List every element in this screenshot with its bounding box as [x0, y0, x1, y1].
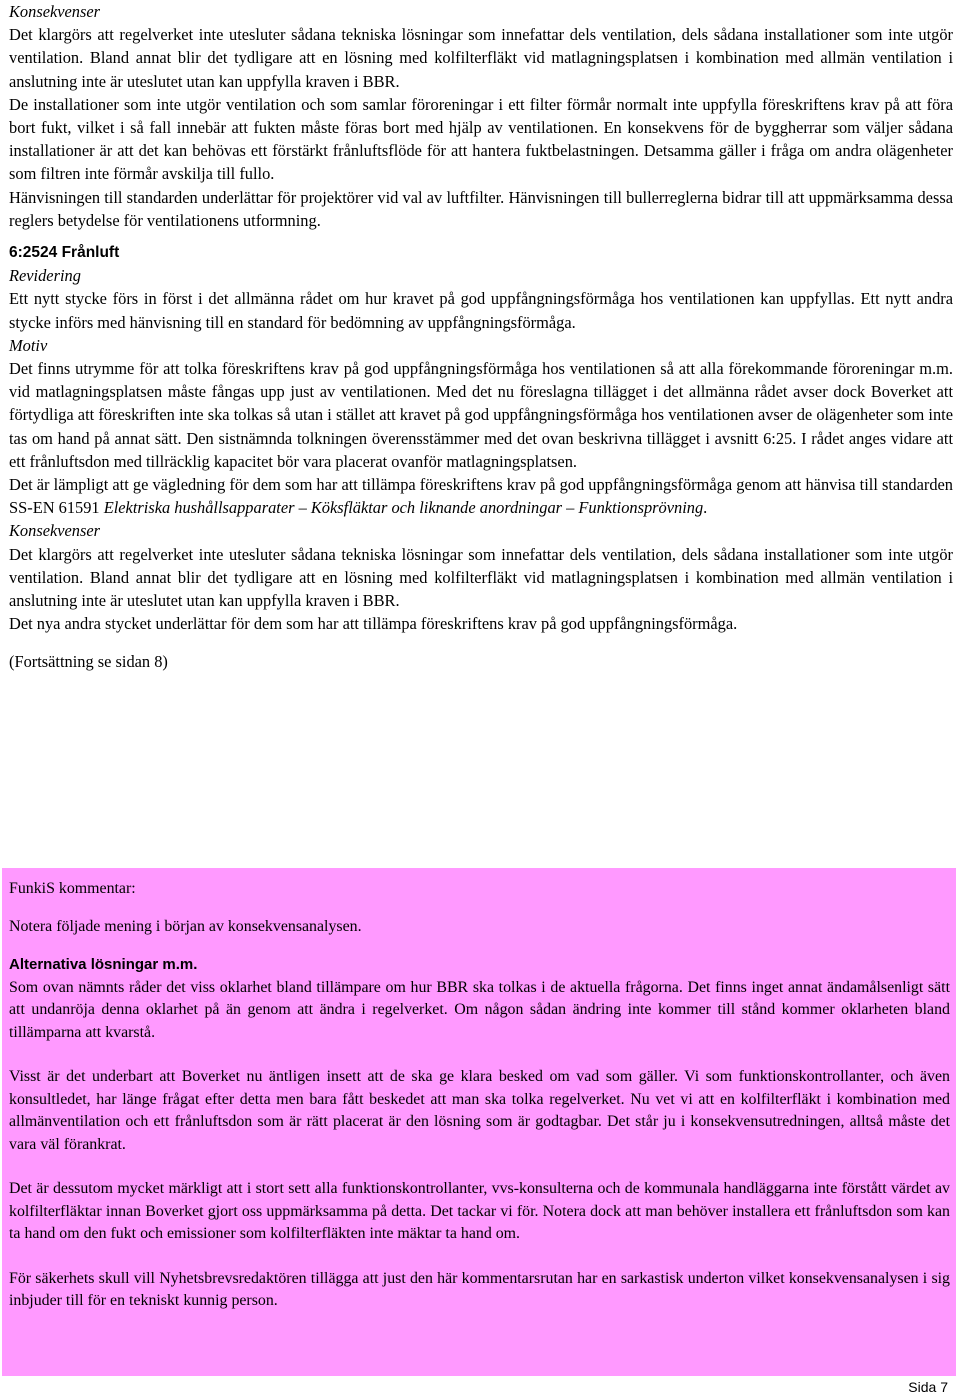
- page-number: Sida 7: [908, 1379, 948, 1395]
- konsekvenser-heading-2: Konsekvenser: [9, 521, 101, 541]
- funkis-comment-box: [2, 868, 956, 1376]
- continuation-note: (Fortsättning se sidan 8): [9, 652, 168, 672]
- document-body: [9, 0, 953, 674]
- comment-heading: Alternativa lösningar m.m.: [9, 956, 198, 973]
- comment-note: Notera följade mening i början av konsekvensanalysen.: [9, 917, 362, 935]
- motiv-p2-end: .: [703, 498, 708, 518]
- revidering-paragraph: Ett nytt stycke förs in först i det allmänna rådet om hur kravet på god uppfångningsförmåga hos ventilationen kan uppfyllas. Ett nytt andra stycke införs med hänvisning till en standard för bedömning av uppfångningsförmåga.: [9, 289, 953, 332]
- motiv-paragraph-2: [9, 473, 953, 519]
- konsekvenser-2-paragraph-2: Det nya andra stycket underlättar för dem som har att tillämpa föreskriftens krav på god uppfångningsförmåga.: [9, 614, 738, 634]
- motiv-paragraph-1: Det finns utrymme för att tolka föreskriftens krav på god uppfångningsförmåga hos ventilationen så att alla förekommande föroreningar m.m. vid matlagningsplatsen måste fångas upp just av ventilationen. Med det nu föreslagna tillägget i det allmänna rådet avser dock Boverket att förtydliga att föreskriften inte ska tolkas så utan i stället att kravet på god uppfångningsförmåga hos ventilationen avser de olägenheter som inte tas om hand på annat sätt. Den sistnämnda tolkningen överensstämmer med det ovan beskrivna tillägget i avsnitt 6:25. I rådet anges vidare att ett frånluftsdon med tillräcklig kapacitet bör vara placerat ovanför matlagningsplatsen.: [9, 359, 953, 471]
- konsekvenser-1-paragraph-3: Hänvisningen till standarden underlättar för projektörer vid val av luftfilter. Hänvisningen till bullerreglerna bidrar till att uppmärksamma dessa reglers betydelse för ventilationens utformning.: [9, 187, 953, 230]
- section-title: 6:2524 Frånluft: [9, 244, 120, 262]
- konsekvenser-1-paragraph-2: De installationer som inte utgör ventilation och som samlar föroreningar i ett filter förmår normalt inte uppfylla föreskriftens krav på att föra bort fukt, vilket i så fall innebär att fukten måste föras bort med hjälp av ventilationen. En konsekvens för de byggherrar som väljer sådana installationer är att det kan behövas ett förstärkt frånluftsflöde för att hantera fuktbelastningen. Detsamma gäller i fråga om andra olägenheter som filtren inte förmår avskilja till fullo.: [9, 94, 953, 184]
- revidering-heading: Revidering: [9, 266, 81, 286]
- konsekvenser-1-paragraph-1: Det klargörs att regelverket inte utesluter sådana tekniska lösningar som innefattar dels ventilation, dels sådana installationer som inte utgör ventilation. Bland annat blir det tydligare att en lösning med kolfilterfläkt vid matlagningsplatsen i kombination med allmän ventilation i anslutning inte är uteslutet utan kan uppfylla kraven i BBR.: [9, 25, 953, 91]
- comment-paragraph-2: Visst är det underbart att Boverket nu äntligen insett att de ska ge klara besked om vad som gäller. Vi som funktionskontrollanter, och även konsultledet, har länge frågat efter detta men bara fått beskedet att man ska tolka regelverket. Nu vet vi att en kolfilterfläkt i kombination med allmänventilation och ett frånluftsdon som är rätt placerat är den lösning som är godtagbar. Det står ju i konsekvensutredningen, alltså måste det vara väl förankrat.: [9, 1068, 950, 1153]
- motiv-heading: Motiv: [9, 335, 48, 355]
- konsekvenser-heading-1: Konsekvenser: [9, 2, 101, 21]
- konsekvenser-2-paragraph-1: Det klargörs att regelverket inte utesluter sådana tekniska lösningar som innefattar dels ventilation, dels sådana installationer som inte utgör ventilation. Bland annat blir det tydligare att en lösning med kolfilterfläkt vid matlagningsplatsen i kombination med allmän ventilation i anslutning inte är uteslutet utan kan uppfylla kraven i BBR.: [9, 544, 953, 611]
- motiv-p2-text: Det är lämpligt att ge vägledning för dem som har att tillämpa föreskriftens krav på god uppfångningsförmåga genom att hänvisa till standarden SS-EN 61591: [9, 475, 953, 518]
- comment-paragraph-3: Det är dessutom mycket märkligt att i stort sett alla funktionskontrollanter, vvs-konsulterna och de kommunala handläggarna inte förstått värdet av kolfilterfläktar innan Boverket gjort oss uppmärksamma på detta. Det tackar vi för. Notera dock att man behöver installera ett frånluftsdon som kan ta hand om den fukt och emissioner som kolfilterfläkten inte mäktar ta hand om.: [9, 1180, 950, 1242]
- comment-paragraph-4: För säkerhets skull vill Nyhetsbrevsredaktören tillägga att just den här kommentarsrutan har en sarkastisk underton vilket konsekvensanalysen i sig inbjuder till för en tekniskt kunnig person.: [9, 1269, 950, 1309]
- standard-title: Elektriska hushållsapparater – Köksfläktar och liknande anordningar – Funktionsprövning: [103, 498, 704, 518]
- comment-paragraph-1: Som ovan nämnts råder det viss oklarhet bland tillämpare om hur BBR ska tolkas i de aktuella frågorna. Det finns inget annat ändamålsenligt sätt att undanröja denna oklarhet på än genom att ändra i regelverket. Om någon sådan ändring inte kommer till stånd kommer oklarheten bland tillämparna att kvarstå.: [9, 978, 950, 1041]
- comment-label: FunkiS kommentar:: [9, 880, 136, 897]
